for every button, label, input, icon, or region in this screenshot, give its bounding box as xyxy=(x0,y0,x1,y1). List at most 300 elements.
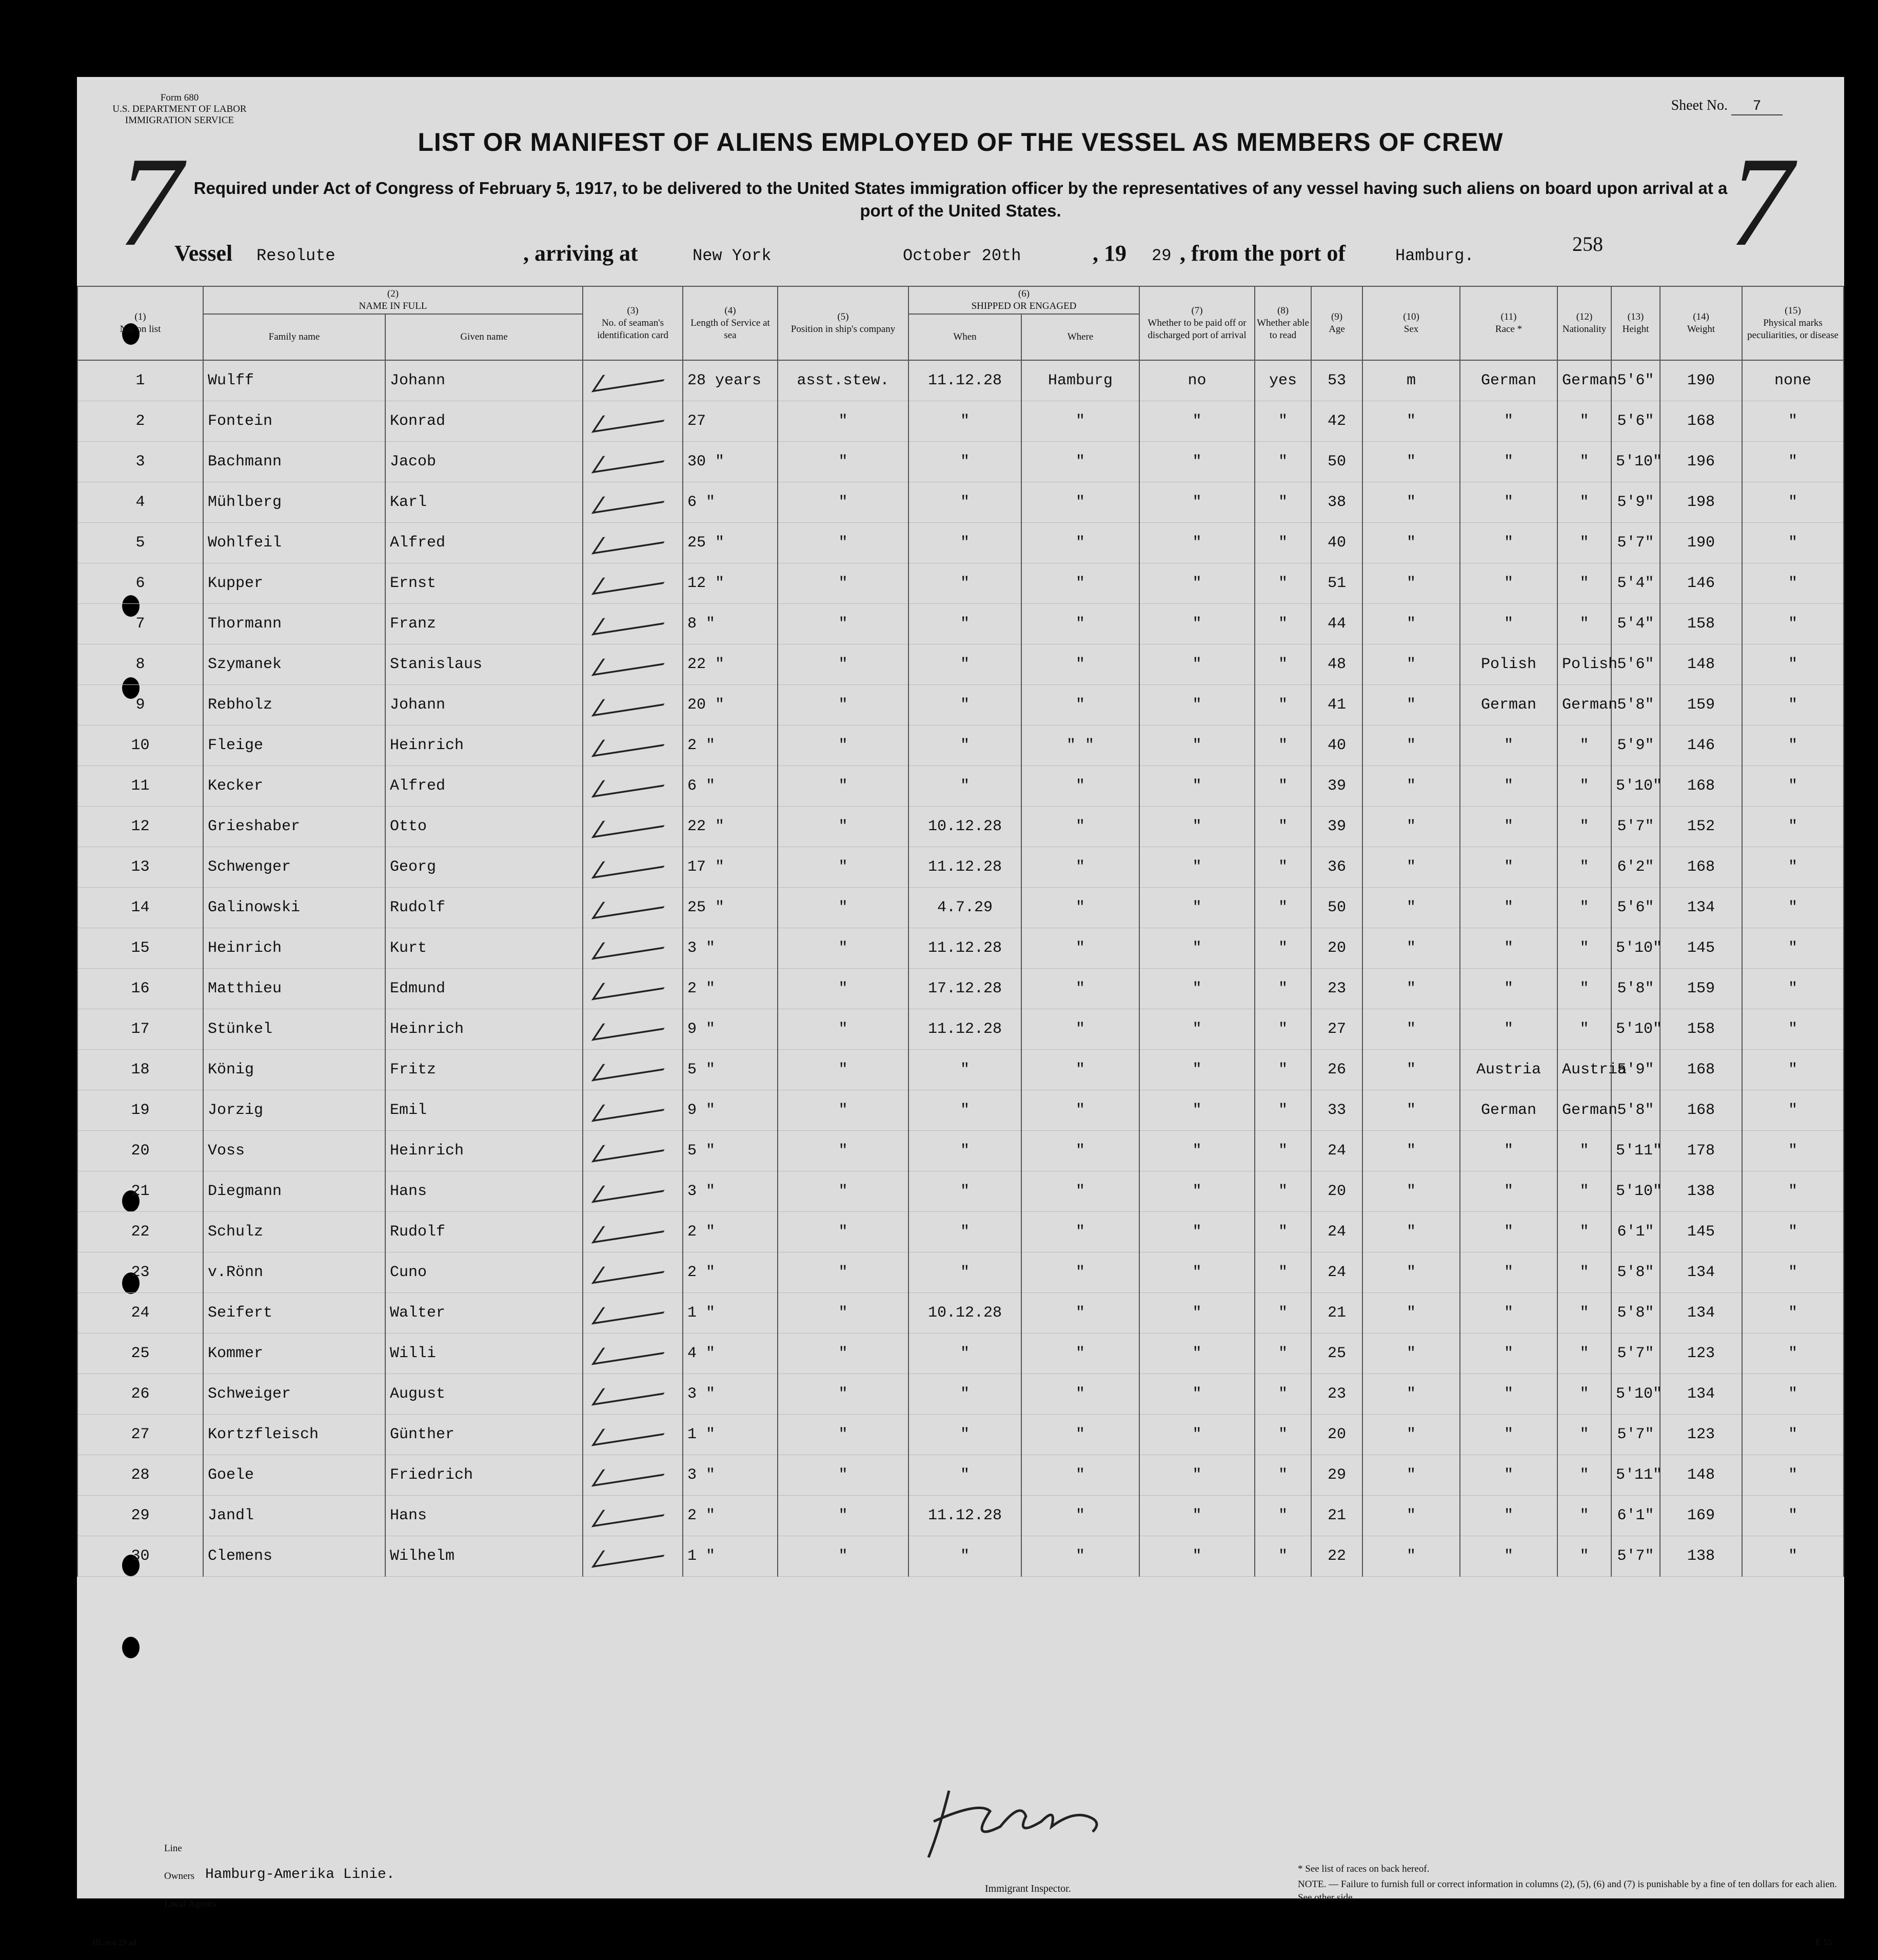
check-mark-icon xyxy=(591,769,674,797)
able-read: " xyxy=(1255,1212,1311,1252)
physical-marks: " xyxy=(1742,766,1844,807)
race: " xyxy=(1460,928,1557,969)
row-number: 8 xyxy=(77,644,203,685)
row-number: 4 xyxy=(77,482,203,523)
service-length: 3 " xyxy=(683,1455,778,1496)
height: 5'8" xyxy=(1611,1090,1660,1131)
able-read: " xyxy=(1255,1009,1311,1050)
position: " xyxy=(778,1415,908,1455)
shipped-where: " xyxy=(1021,1334,1139,1374)
race: " xyxy=(1460,1131,1557,1171)
sex: " xyxy=(1362,928,1460,969)
able-read: " xyxy=(1255,1171,1311,1212)
weight: 134 xyxy=(1660,1293,1742,1334)
shipped-when: " xyxy=(908,563,1021,604)
height: 5'6" xyxy=(1611,888,1660,928)
age: 23 xyxy=(1311,969,1362,1009)
position: " xyxy=(778,969,908,1009)
sex: " xyxy=(1362,1374,1460,1415)
shipped-where: " xyxy=(1021,442,1139,482)
weight: 168 xyxy=(1660,766,1742,807)
weight: 148 xyxy=(1660,644,1742,685)
table-row xyxy=(77,360,1844,401)
physical-marks: " xyxy=(1742,1455,1844,1496)
col-num: (14) xyxy=(1693,311,1709,322)
check-mark-icon xyxy=(591,1134,674,1162)
crew-table xyxy=(77,286,1844,1577)
position: " xyxy=(778,401,908,442)
position: " xyxy=(778,1374,908,1415)
col-physical xyxy=(1742,286,1844,360)
weight: 178 xyxy=(1660,1131,1742,1171)
family-name: v.Rönn xyxy=(203,1252,385,1293)
service-length: 28 years xyxy=(683,360,778,401)
col-position xyxy=(778,286,908,360)
given-name: Karl xyxy=(385,482,583,523)
shipped-where: " xyxy=(1021,1415,1139,1455)
row-number: 14 xyxy=(77,888,203,928)
race: " xyxy=(1460,726,1557,766)
family-name: Galinowski xyxy=(203,888,385,928)
sex: " xyxy=(1362,523,1460,563)
col-age xyxy=(1311,286,1362,360)
family-name: Matthieu xyxy=(203,969,385,1009)
able-read: " xyxy=(1255,644,1311,685)
seaman-id-check xyxy=(583,442,683,482)
table-row xyxy=(77,685,1844,726)
sex: " xyxy=(1362,1131,1460,1171)
paid-off: " xyxy=(1139,928,1255,969)
able-read: " xyxy=(1255,807,1311,847)
row-number: 6 xyxy=(77,563,203,604)
race: " xyxy=(1460,1334,1557,1374)
service-length: 22 " xyxy=(683,807,778,847)
position: " xyxy=(778,766,908,807)
position: " xyxy=(778,1455,908,1496)
age: 48 xyxy=(1311,644,1362,685)
given-name: Walter xyxy=(385,1293,583,1334)
shipped-where: " xyxy=(1021,928,1139,969)
sex: " xyxy=(1362,563,1460,604)
given-name: Friedrich xyxy=(385,1455,583,1496)
col-label: Age xyxy=(1329,324,1345,335)
shipped-when: " xyxy=(908,1131,1021,1171)
vessel-line xyxy=(174,240,1783,271)
seaman-id-check xyxy=(583,1212,683,1252)
age: 44 xyxy=(1311,604,1362,644)
physical-marks: " xyxy=(1742,1050,1844,1090)
given-name: Stanislaus xyxy=(385,644,583,685)
position: " xyxy=(778,847,908,888)
position: " xyxy=(778,1212,908,1252)
height: 5'7" xyxy=(1611,807,1660,847)
height: 5'8" xyxy=(1611,1252,1660,1293)
col-label: Position in ship's company xyxy=(790,324,896,335)
family-name: Thormann xyxy=(203,604,385,644)
sex: " xyxy=(1362,1252,1460,1293)
age: 50 xyxy=(1311,442,1362,482)
table-row xyxy=(77,1009,1844,1050)
position: " xyxy=(778,563,908,604)
col-height xyxy=(1611,286,1660,360)
col-label: No. of seaman's identification card xyxy=(597,318,668,341)
service-length: 25 " xyxy=(683,523,778,563)
physical-marks: " xyxy=(1742,685,1844,726)
service-length: 5 " xyxy=(683,1131,778,1171)
weight: 146 xyxy=(1660,563,1742,604)
shipped-when: " xyxy=(908,644,1021,685)
row-number: 3 xyxy=(77,442,203,482)
given-name: Johann xyxy=(385,360,583,401)
family-name: Schulz xyxy=(203,1212,385,1252)
race: " xyxy=(1460,766,1557,807)
given-name: Rudolf xyxy=(385,888,583,928)
sex: " xyxy=(1362,969,1460,1009)
shipped-when: " xyxy=(908,523,1021,563)
year-label: , 19 xyxy=(1093,241,1126,266)
col-length-service xyxy=(683,286,778,360)
seaman-id-check xyxy=(583,685,683,726)
paid-off: " xyxy=(1139,969,1255,1009)
shipped-where: " xyxy=(1021,401,1139,442)
seaman-id-check xyxy=(583,401,683,442)
code-left: HL ecu 29 ad xyxy=(92,1938,137,1947)
shipped-when: " xyxy=(908,766,1021,807)
height: 5'10" xyxy=(1611,766,1660,807)
race: " xyxy=(1460,1212,1557,1252)
check-mark-icon xyxy=(591,1053,674,1081)
owners-value: Hamburg-Amerika Linie. xyxy=(205,1867,395,1883)
race: Austria xyxy=(1460,1050,1557,1090)
nationality: German xyxy=(1557,685,1611,726)
table-row xyxy=(77,401,1844,442)
check-mark-icon xyxy=(591,1296,674,1324)
family-name: Kupper xyxy=(203,563,385,604)
position: " xyxy=(778,1293,908,1334)
nationality: " xyxy=(1557,1374,1611,1415)
nationality: " xyxy=(1557,847,1611,888)
age: 21 xyxy=(1311,1496,1362,1536)
family-name: Szymanek xyxy=(203,644,385,685)
table-row xyxy=(77,726,1844,766)
shipped-when: " xyxy=(908,726,1021,766)
family-name: Kortzfleisch xyxy=(203,1415,385,1455)
physical-marks: " xyxy=(1742,928,1844,969)
shipped-where: " xyxy=(1021,807,1139,847)
line-label: Line xyxy=(164,1843,182,1854)
check-mark-icon xyxy=(591,729,674,757)
col-race xyxy=(1460,286,1557,360)
col-num: (2) xyxy=(387,288,399,299)
seaman-id-check xyxy=(583,1090,683,1131)
age: 25 xyxy=(1311,1334,1362,1374)
shipped-where: " xyxy=(1021,1455,1139,1496)
col-label: Race * xyxy=(1495,324,1523,335)
age: 23 xyxy=(1311,1374,1362,1415)
nationality: " xyxy=(1557,1171,1611,1212)
given-name: Franz xyxy=(385,604,583,644)
row-number: 7 xyxy=(77,604,203,644)
paid-off: " xyxy=(1139,685,1255,726)
shipped-where: " xyxy=(1021,1171,1139,1212)
race: " xyxy=(1460,482,1557,523)
sheet-number-value: 7 xyxy=(1731,99,1783,115)
able-read: " xyxy=(1255,604,1311,644)
physical-marks: " xyxy=(1742,401,1844,442)
position: " xyxy=(778,442,908,482)
family-name: Wulff xyxy=(203,360,385,401)
physical-marks: " xyxy=(1742,1374,1844,1415)
able-read: " xyxy=(1255,1090,1311,1131)
paid-off: " xyxy=(1139,1252,1255,1293)
given-name: August xyxy=(385,1374,583,1415)
races-note: * See list of races on back hereof. xyxy=(1298,1864,1430,1874)
age: 39 xyxy=(1311,766,1362,807)
col-num: (4) xyxy=(724,305,736,316)
col-family-name: Family name xyxy=(203,314,385,360)
vessel-value: Resolute xyxy=(256,246,335,265)
height: 5'9" xyxy=(1611,482,1660,523)
weight: 190 xyxy=(1660,360,1742,401)
weight: 134 xyxy=(1660,888,1742,928)
weight: 152 xyxy=(1660,807,1742,847)
nationality: " xyxy=(1557,1536,1611,1577)
row-number: 15 xyxy=(77,928,203,969)
physical-marks: " xyxy=(1742,847,1844,888)
position: " xyxy=(778,1171,908,1212)
nationality: " xyxy=(1557,401,1611,442)
race: " xyxy=(1460,401,1557,442)
port-label: , from the port of xyxy=(1180,241,1346,266)
weight: 158 xyxy=(1660,1009,1742,1050)
paid-off: " xyxy=(1139,563,1255,604)
col-num: (7) xyxy=(1191,305,1203,316)
family-name: Seifert xyxy=(203,1293,385,1334)
height: 5'9" xyxy=(1611,726,1660,766)
height: 5'10" xyxy=(1611,928,1660,969)
paid-off: " xyxy=(1139,1496,1255,1536)
check-mark-icon xyxy=(591,850,674,878)
col-no xyxy=(77,286,203,360)
shipped-when: " xyxy=(908,1415,1021,1455)
check-mark-icon xyxy=(591,810,674,838)
shipped-where: " xyxy=(1021,563,1139,604)
row-number: 5 xyxy=(77,523,203,563)
col-num: (15) xyxy=(1785,305,1801,316)
service-length: 1 " xyxy=(683,1293,778,1334)
shipped-where: " xyxy=(1021,969,1139,1009)
date-value: October 20th xyxy=(903,246,1021,265)
physical-marks: " xyxy=(1742,442,1844,482)
race: " xyxy=(1460,1009,1557,1050)
shipped-where: " xyxy=(1021,1090,1139,1131)
table-row xyxy=(77,442,1844,482)
check-mark-icon xyxy=(591,485,674,514)
height: 5'7" xyxy=(1611,1536,1660,1577)
table-row xyxy=(77,1131,1844,1171)
position: " xyxy=(778,604,908,644)
table-row xyxy=(77,969,1844,1009)
shipped-where: " xyxy=(1021,1374,1139,1415)
seaman-id-check xyxy=(583,1131,683,1171)
table-row xyxy=(77,482,1844,523)
given-name: Johann xyxy=(385,685,583,726)
height: 5'4" xyxy=(1611,563,1660,604)
row-number: 18 xyxy=(77,1050,203,1090)
shipped-when: 11.12.28 xyxy=(908,847,1021,888)
table-row xyxy=(77,807,1844,847)
given-name: Georg xyxy=(385,847,583,888)
col-able-read xyxy=(1255,286,1311,360)
sex: " xyxy=(1362,807,1460,847)
position: " xyxy=(778,1131,908,1171)
shipped-when: 4.7.29 xyxy=(908,888,1021,928)
check-mark-icon xyxy=(591,648,674,676)
shipped-when: " xyxy=(908,482,1021,523)
sex: " xyxy=(1362,847,1460,888)
check-mark-icon xyxy=(591,931,674,959)
race: " xyxy=(1460,847,1557,888)
col-when: When xyxy=(908,314,1021,360)
col-num: (10) xyxy=(1403,311,1419,322)
nationality: Polish xyxy=(1557,644,1611,685)
col-label: Length of Service at sea xyxy=(690,318,770,341)
row-number: 2 xyxy=(77,401,203,442)
paid-off: " xyxy=(1139,888,1255,928)
physical-marks: " xyxy=(1742,1252,1844,1293)
height: 5'8" xyxy=(1611,1293,1660,1334)
given-name: Kurt xyxy=(385,928,583,969)
able-read: " xyxy=(1255,685,1311,726)
nationality: " xyxy=(1557,604,1611,644)
sex: " xyxy=(1362,1455,1460,1496)
given-name: Alfred xyxy=(385,766,583,807)
page-title: LIST OR MANIFEST OF ALIENS EMPLOYED OF THE VESSEL AS MEMBERS OF CREW xyxy=(418,128,1504,156)
paid-off: " xyxy=(1139,1090,1255,1131)
seaman-id-check xyxy=(583,1415,683,1455)
table-row xyxy=(77,1496,1844,1536)
col-label: No. on list xyxy=(120,324,161,335)
family-name: Kecker xyxy=(203,766,385,807)
shipped-where: " xyxy=(1021,482,1139,523)
nationality: " xyxy=(1557,1334,1611,1374)
service-length: 4 " xyxy=(683,1334,778,1374)
position: " xyxy=(778,888,908,928)
nationality: " xyxy=(1557,928,1611,969)
sex: " xyxy=(1362,1171,1460,1212)
race: " xyxy=(1460,1415,1557,1455)
table-row xyxy=(77,1050,1844,1090)
paid-off: no xyxy=(1139,360,1255,401)
family-name: Jandl xyxy=(203,1496,385,1536)
footer xyxy=(77,1832,1844,1947)
service-length: 12 " xyxy=(683,563,778,604)
row-number: 29 xyxy=(77,1496,203,1536)
row-number: 9 xyxy=(77,685,203,726)
height: 5'7" xyxy=(1611,523,1660,563)
able-read: " xyxy=(1255,766,1311,807)
nationality: German xyxy=(1557,1090,1611,1131)
paid-off: " xyxy=(1139,766,1255,807)
shipped-when: 11.12.28 xyxy=(908,360,1021,401)
physical-marks: " xyxy=(1742,523,1844,563)
height: 5'10" xyxy=(1611,1009,1660,1050)
inspector-signature xyxy=(918,1770,1113,1873)
able-read: " xyxy=(1255,726,1311,766)
paid-off: " xyxy=(1139,1293,1255,1334)
nationality: " xyxy=(1557,1496,1611,1536)
fine-note: NOTE. — Failure to furnish full or correct information in columns (2), (5), (6) and (7) is punishable by a fine of ten dollars for each alien. See other side. xyxy=(1298,1879,1837,1903)
height: 6'1" xyxy=(1611,1212,1660,1252)
service-length: 6 " xyxy=(683,766,778,807)
seaman-id-check xyxy=(583,1252,683,1293)
col-num: (3) xyxy=(627,305,639,316)
check-mark-icon xyxy=(591,1458,674,1486)
shipped-where: " xyxy=(1021,1050,1139,1090)
year-value: 29 xyxy=(1152,246,1172,265)
shipped-where: " xyxy=(1021,604,1139,644)
able-read: " xyxy=(1255,1050,1311,1090)
nationality: " xyxy=(1557,807,1611,847)
age: 21 xyxy=(1311,1293,1362,1334)
paid-off: " xyxy=(1139,1212,1255,1252)
sex: " xyxy=(1362,888,1460,928)
sheet-number-label: Sheet No. xyxy=(1671,97,1728,113)
nationality: " xyxy=(1557,482,1611,523)
height: 5'11" xyxy=(1611,1455,1660,1496)
check-mark-icon xyxy=(591,1174,674,1203)
weight: 168 xyxy=(1660,847,1742,888)
able-read: " xyxy=(1255,1252,1311,1293)
sex: " xyxy=(1362,1293,1460,1334)
col-num: (5) xyxy=(837,311,849,322)
check-mark-icon xyxy=(591,1215,674,1243)
race: " xyxy=(1460,604,1557,644)
shipped-when: " xyxy=(908,1252,1021,1293)
sex: " xyxy=(1362,1212,1460,1252)
height: 6'1" xyxy=(1611,1496,1660,1536)
service-length: 1 " xyxy=(683,1415,778,1455)
position: " xyxy=(778,807,908,847)
col-paid-off xyxy=(1139,286,1255,360)
col-num: (8) xyxy=(1277,305,1289,316)
table-row xyxy=(77,1212,1844,1252)
height: 5'6" xyxy=(1611,644,1660,685)
shipped-where: " xyxy=(1021,1536,1139,1577)
able-read: " xyxy=(1255,1131,1311,1171)
table-row xyxy=(77,1536,1844,1577)
able-read: " xyxy=(1255,1415,1311,1455)
code-right: F. 53. xyxy=(1815,1938,1834,1947)
service-length: 1 " xyxy=(683,1536,778,1577)
manifest-number: 258 xyxy=(1572,232,1603,256)
sex: " xyxy=(1362,1009,1460,1050)
given-name: Hans xyxy=(385,1171,583,1212)
row-number: 13 xyxy=(77,847,203,888)
check-mark-icon xyxy=(591,1012,674,1041)
given-name: Edmund xyxy=(385,969,583,1009)
age: 24 xyxy=(1311,1131,1362,1171)
table-row xyxy=(77,523,1844,563)
seaman-id-check xyxy=(583,1171,683,1212)
check-mark-icon xyxy=(591,1256,674,1284)
height: 5'10" xyxy=(1611,442,1660,482)
col-label: NAME IN FULL xyxy=(359,301,427,311)
row-number: 24 xyxy=(77,1293,203,1334)
given-name: Willi xyxy=(385,1334,583,1374)
seaman-id-check xyxy=(583,807,683,847)
able-read: " xyxy=(1255,1536,1311,1577)
